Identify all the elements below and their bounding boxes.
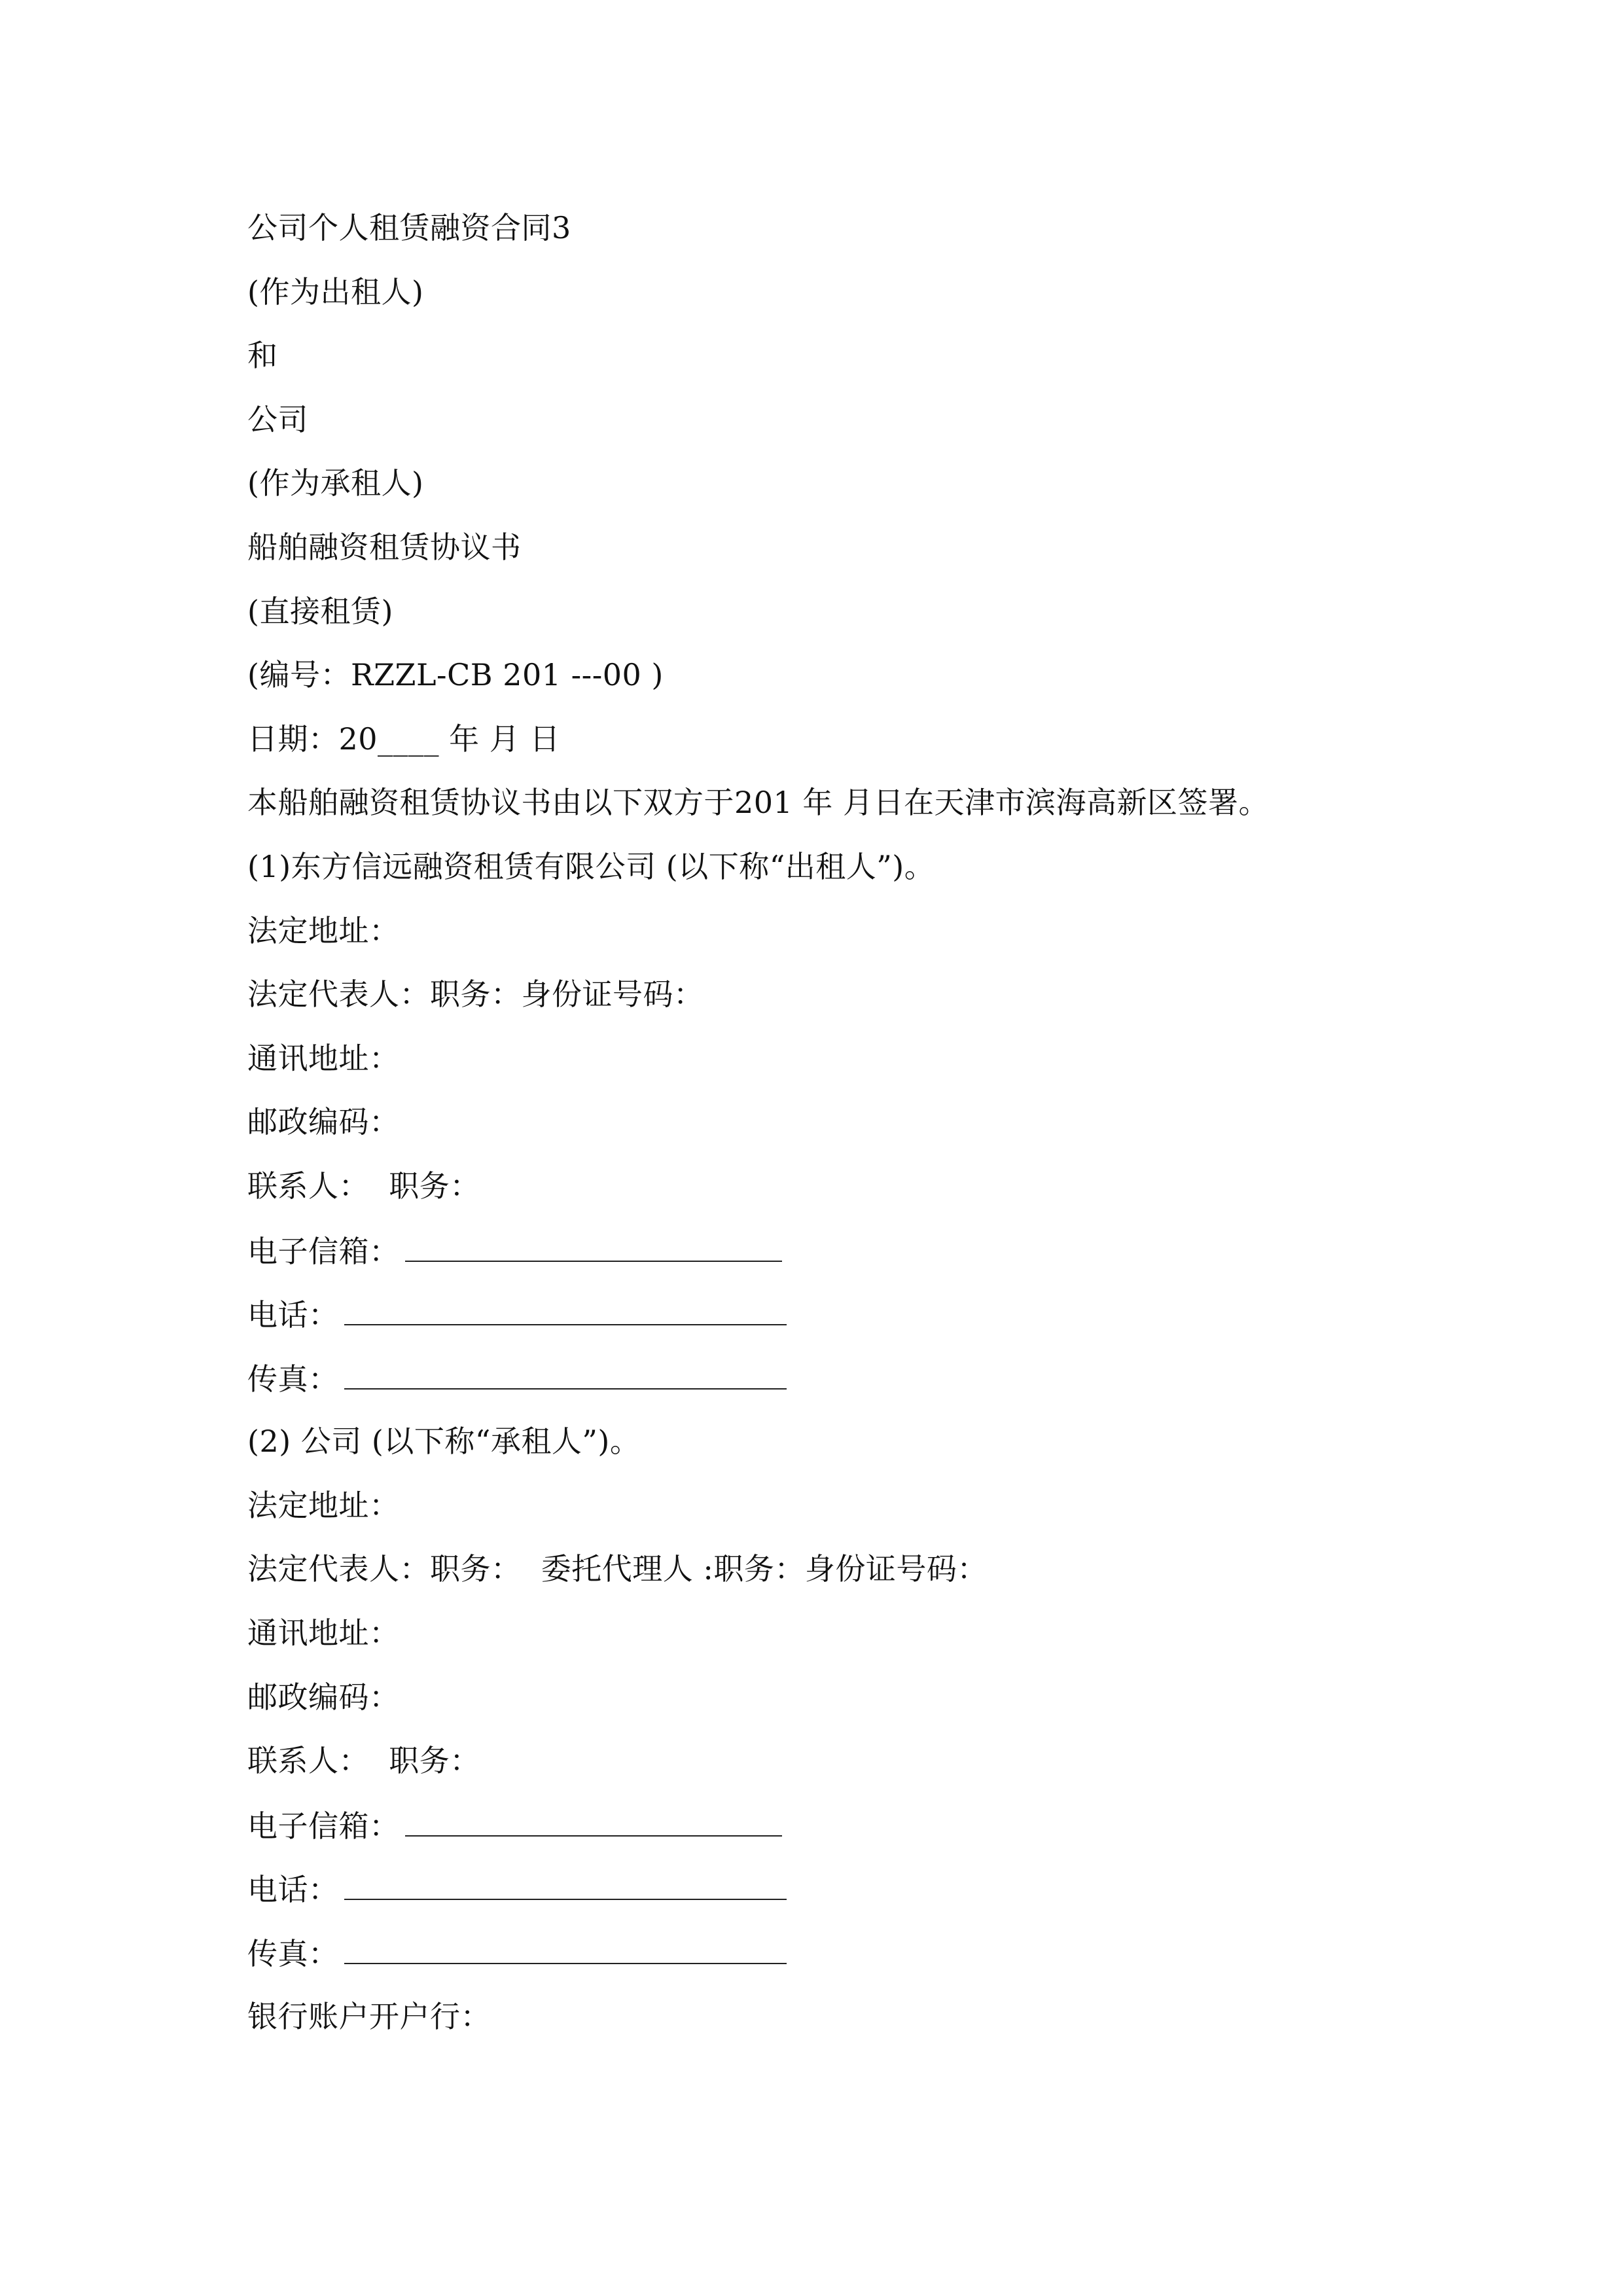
party2-legal-representative: 法定代表人：职务： 委托代理人 :职务：身份证号码：: [247, 1551, 988, 1587]
party2-postal-code: 邮政编码：: [247, 1679, 400, 1715]
lessee-role-line: (作为承租人): [247, 465, 424, 501]
date-line: 日期：20____ 年 月 日: [247, 721, 560, 757]
lease-type-line: (直接租赁): [247, 593, 393, 629]
party2-fax-row: [247, 1929, 1491, 1993]
party2-heading: (2) 公司 (以下称“承租人”)。: [247, 1424, 641, 1460]
party1-email-row: [247, 1227, 1491, 1291]
party1-phone-row: [247, 1290, 1491, 1354]
party1-phone-blank: [344, 1290, 787, 1325]
party1-fax-label: 传真：: [247, 1361, 339, 1397]
party1-heading: (1)东方信远融资租赁有限公司 (以下称“出租人”)。: [247, 848, 935, 884]
party2-bank-account: 银行账户开户行：: [247, 1998, 491, 2034]
contract-number-line: (编号：RZZL-CB 201 ---00 ): [247, 657, 664, 693]
party1-mail-address: 通讯地址：: [247, 1040, 400, 1076]
agreement-title: 船舶融资租赁协议书: [247, 529, 522, 565]
party2-phone-blank: [344, 1865, 787, 1900]
intro-paragraph: 本船舶融资租赁协议书由以下双方于201 年 月日在天津市滨海高新区签署。: [247, 785, 1270, 821]
party2-fax-blank: [344, 1929, 787, 1964]
company-line: 公司: [247, 401, 308, 437]
party1-fax-row: [247, 1354, 1491, 1418]
party1-postal-code: 邮政编码：: [247, 1104, 400, 1140]
party2-mail-address: 通讯地址：: [247, 1615, 400, 1651]
document-title: 公司个人租赁融资合同3: [247, 210, 571, 245]
document-body: [247, 204, 1491, 2056]
party2-email-blank: [405, 1801, 782, 1837]
party1-contact: 联系人： 职务：: [247, 1168, 480, 1204]
and-line: 和: [247, 338, 278, 374]
party2-phone-label: 电话：: [247, 1872, 339, 1908]
party2-email-row: [247, 1801, 1491, 1865]
lessor-role-line: (作为出租人): [247, 274, 424, 310]
party2-phone-row: [247, 1865, 1491, 1929]
party2-fax-label: 传真：: [247, 1936, 339, 1972]
party1-fax-blank: [344, 1354, 787, 1390]
party2-email-label: 电子信箱：: [247, 1808, 400, 1844]
party1-legal-representative: 法定代表人：职务：身份证号码：: [247, 977, 704, 1013]
party1-email-label: 电子信箱：: [247, 1233, 400, 1269]
party1-email-blank: [405, 1227, 782, 1262]
party1-phone-label: 电话：: [247, 1297, 339, 1333]
party1-legal-address: 法定地址：: [247, 912, 400, 948]
party2-contact: 联系人： 职务：: [247, 1743, 480, 1779]
party2-legal-address: 法定地址：: [247, 1487, 400, 1523]
